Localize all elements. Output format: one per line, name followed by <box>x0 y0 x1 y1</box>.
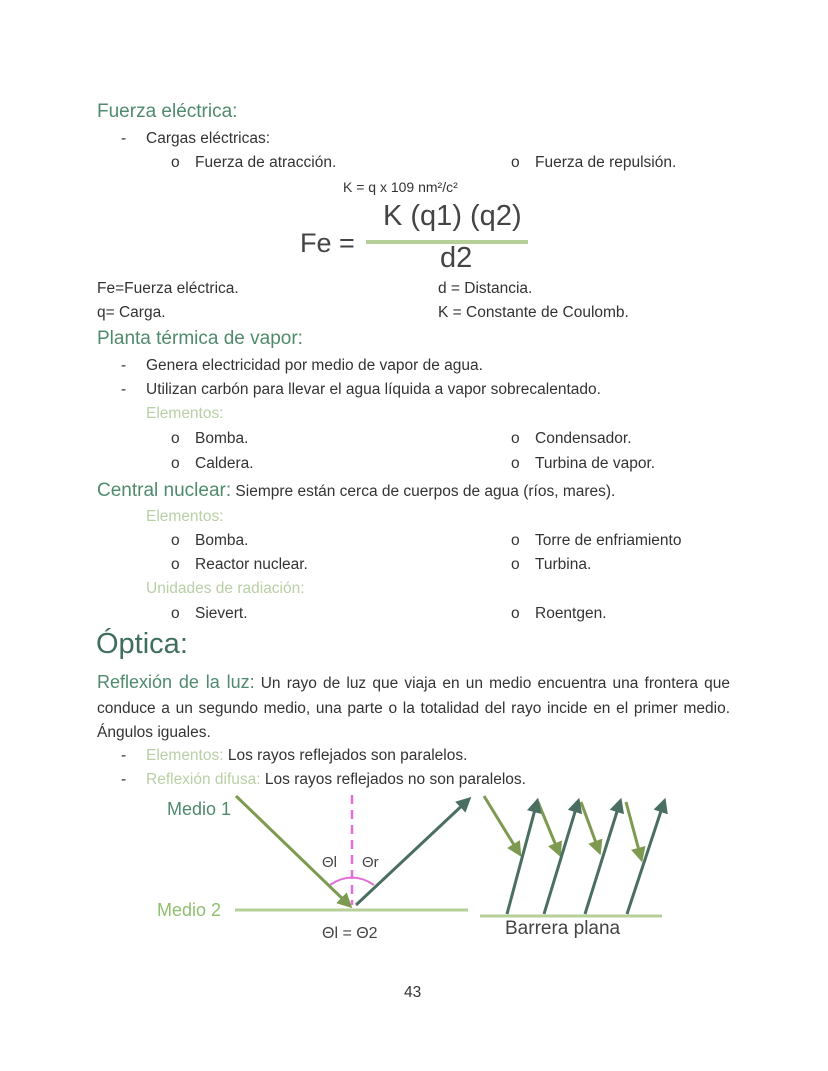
o-bullet: o <box>511 532 520 549</box>
radiation-unit-2: Roentgen. <box>535 605 607 622</box>
diffuse-reflection-label: Reflexión difusa: <box>146 771 261 788</box>
thermal-element-2: Condensador. <box>535 430 632 447</box>
reflection-text: Un rayo de luz que viaja en un medio encuentra una frontera que conduce a un segundo medio, una parte o la totalidad del rayo incide en el primer medio. Ángulos iguales. <box>97 675 730 741</box>
optics-elements-text: Los rayos reflejados son paralelos. <box>223 747 468 764</box>
nuclear-element-3: Reactor nuclear. <box>195 556 308 573</box>
diffuse-incident-ray-1 <box>484 796 519 853</box>
dash-bullet: - <box>121 130 127 147</box>
nuclear-element-1: Bomba. <box>195 532 249 549</box>
o-bullet: o <box>511 430 520 447</box>
o-bullet: o <box>511 455 520 472</box>
angle-equality-label: Θl = Θ2 <box>322 925 378 942</box>
nuclear-element-2: Torre de enfriamiento <box>535 532 682 549</box>
nuclear-element-4: Turbina. <box>535 556 592 573</box>
radiation-unit-1: Sievert. <box>195 605 248 622</box>
theta-incident-label: Θl <box>322 854 337 871</box>
optics-elements-label: Elementos: <box>146 747 224 764</box>
thermal-dash-item-1: Genera electricidad por medio de vapor de agua. <box>146 357 483 374</box>
optics-title: Óptica: <box>96 628 188 660</box>
diffuse-reflected-ray-2 <box>544 802 578 914</box>
theta-reflected-label: Θr <box>362 854 379 871</box>
diffuse-reflected-ray-3 <box>585 802 620 914</box>
nuclear-text: Siempre están cerca de cuerpos de agua (ríos, mares). <box>231 483 616 500</box>
formula-numerator: K (q1) (q2) <box>383 200 522 232</box>
diffuse-incident-ray-3 <box>581 802 599 851</box>
diffuse-incident-ray-2 <box>538 802 559 853</box>
barrier-label: Barrera plana <box>505 918 621 939</box>
nuclear-elements-label: Elementos: <box>146 508 224 525</box>
o-bullet: o <box>171 154 180 171</box>
attraction-item: Fuerza de atracción. <box>195 154 337 171</box>
definition-fe: Fe=Fuerza eléctrica. <box>97 280 239 297</box>
page-number: 43 <box>404 984 422 1001</box>
electric-force-heading: Fuerza eléctrica: <box>97 101 238 122</box>
reflection-heading: Reflexión de la luz: <box>97 672 255 692</box>
radiation-units-label: Unidades de radiación: <box>146 580 305 597</box>
nuclear-heading: Central nuclear: <box>97 480 232 501</box>
incident-ray-arrow <box>236 796 349 905</box>
dash-bullet: - <box>121 357 127 374</box>
electric-charges-item: Cargas eléctricas: <box>146 130 271 147</box>
formula-lhs: Fe = <box>300 228 355 258</box>
diffuse-reflected-ray-4 <box>627 802 664 914</box>
thermal-dash-item-2: Utilizan carbón para llevar el agua líquida a vapor sobrecalentado. <box>146 381 601 398</box>
dash-bullet: - <box>121 747 127 764</box>
o-bullet: o <box>171 532 180 549</box>
coulomb-constant-line: K = q x 109 nm²/c² <box>343 179 458 195</box>
o-bullet: o <box>171 430 180 447</box>
definition-q: q= Carga. <box>97 304 166 321</box>
thermal-element-1: Bomba. <box>195 430 249 447</box>
dash-bullet: - <box>121 381 127 398</box>
thermal-plant-heading: Planta térmica de vapor: <box>97 328 303 349</box>
o-bullet: o <box>511 154 520 171</box>
o-bullet: o <box>511 605 520 622</box>
formula-denominator: d2 <box>440 242 473 274</box>
thermal-element-3: Caldera. <box>195 455 254 472</box>
thermal-element-4: Turbina de vapor. <box>535 455 656 472</box>
dash-bullet: - <box>121 771 127 788</box>
medio2-label: Medio 2 <box>157 900 222 920</box>
repulsion-item: Fuerza de repulsión. <box>535 154 677 171</box>
diffuse-reflection-text: Los rayos reflejados no son paralelos. <box>260 771 526 788</box>
definition-d: d = Distancia. <box>438 280 533 297</box>
diffuse-incident-ray-4 <box>626 802 641 858</box>
o-bullet: o <box>171 605 180 622</box>
o-bullet: o <box>171 455 180 472</box>
definition-k: K = Constante de Coulomb. <box>438 304 629 321</box>
reflected-ray-arrow <box>356 800 468 905</box>
diffuse-reflected-ray-1 <box>507 802 537 914</box>
o-bullet: o <box>511 556 520 573</box>
medio1-label: Medio 1 <box>167 799 232 819</box>
thermal-elements-label: Elementos: <box>146 405 224 422</box>
o-bullet: o <box>171 556 180 573</box>
